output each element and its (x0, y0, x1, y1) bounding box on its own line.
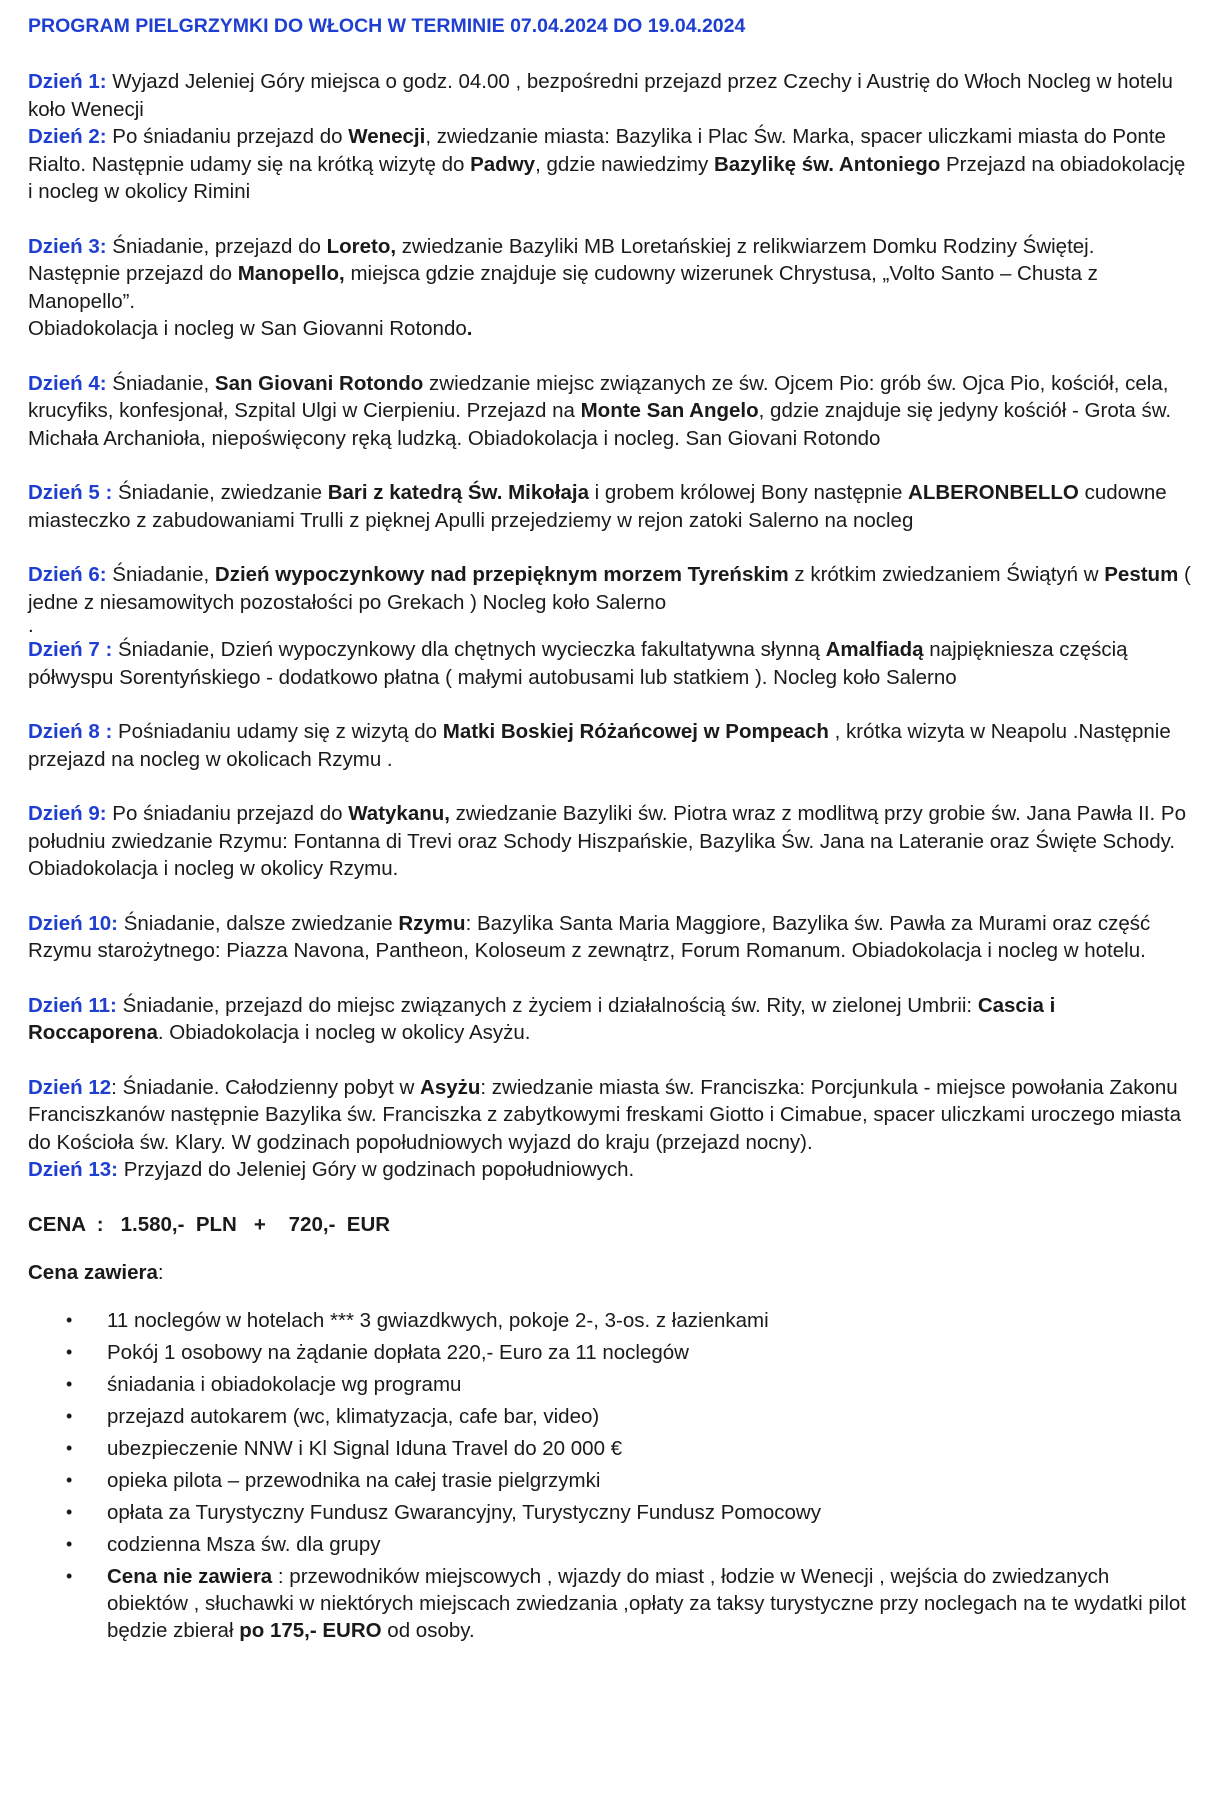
day-8-pompei: Matki Boskiej Różańcowej w Pompeach (442, 720, 829, 743)
day-11 (28, 992, 1191, 1047)
includes-heading (28, 1259, 1191, 1287)
day-11-text-2: . Obiadokolacja i nocleg w okolicy Asyżu. (157, 1021, 531, 1044)
day-3-text: Śniadanie, przejazd do (106, 234, 327, 258)
day-10-text-2: : Bazylika Santa Maria Maggiore, Bazylika św. Pawła za Murami oraz część Rzymu starożytnego: Piazza Navona, Pantheon, Koloseum z zewnątrz, Forum Romanum. Obiadokolacja i nocleg w hotelu. (28, 911, 1151, 962)
day-12-text: : Śniadanie. Całodzienny pobyt w (111, 1075, 421, 1099)
day-6-text-2: z krótkim zwiedzaniem Świątyń w (788, 563, 1105, 586)
list-item: • przejazd autokarem (wc, klimatyzacja, cafe bar, video) (28, 1403, 1191, 1430)
day-2-text-3: , gdzie nawiedzimy (535, 152, 714, 176)
includes-heading-colon: : (157, 1260, 164, 1284)
day-4-text: Śniadanie, (106, 371, 215, 395)
excludes-amount: po 175,- EURO (239, 1618, 382, 1642)
list-item: • opłata za Turystyczny Fundusz Gwarancyjny, Turystyczny Fundusz Pomocowy (28, 1499, 1191, 1526)
day-4 (28, 370, 1191, 453)
day-7-text-2: najpiękniesza częścią półwyspu Sorentyńskiego - dodatkowo płatna ( małymi autobusami lub statkiem ). Nocleg koło Salerno (28, 638, 1128, 689)
day-6-text: Śniadanie, (106, 563, 215, 586)
day-12-assisi: Asyżu (420, 1075, 481, 1099)
price-line: CENA : 1.580,- PLN + 720,- EUR (28, 1212, 391, 1236)
day-10-text: Śniadanie, dalsze zwiedzanie (118, 911, 399, 935)
day-11-text: Śniadanie, przejazd do miejsc związanych z życiem i działalnością św. Rity, w zielonej Umbrii: (116, 993, 978, 1017)
day-5-text-3: cudowne miasteczko z zabudowaniami Trulli z pięknej Apulli przejedziemy w rejon zatoki Salerno na nocleg (28, 481, 1167, 532)
day-9-vatican: Watykanu, (348, 802, 450, 825)
day-12 (28, 1074, 1191, 1157)
day-1 (28, 68, 1191, 123)
day-8-text-2: , krótka wizyta w Neapolu .Następnie przejazd na nocleg w okolicach Rzymu . (28, 720, 1171, 771)
day-8-text: Pośniadaniu udamy się z wizytą do (112, 720, 443, 743)
day-3-text-3: miejsca gdzie znajduje się cudowny wizerunek Chrystusa, „Volto Santo – Chusta z Manopello”. (28, 262, 1098, 313)
excludes-text-2: od osoby. (381, 1618, 475, 1642)
day-5-text: Śniadanie, zwiedzanie (112, 481, 328, 504)
list-item: • 11 noclegów w hotelach *** 3 gwiazdkwych, pokoje 2-, 3-os. z łazienkami (28, 1307, 1191, 1334)
day-3-text-2: zwiedzanie Bazyliki MB Loretańskiej z relikwiarzem Domku Rodziny Świętej. Następnie przejazd do (28, 234, 1095, 285)
day-9-label: Dzień 9: (28, 802, 107, 825)
day-13 (28, 1156, 1191, 1184)
excludes-item (28, 1563, 1191, 1644)
day-4-sgr: San Giovani Rotondo (214, 371, 424, 395)
day-5-alberobello: ALBERONBELLO (908, 481, 1079, 504)
day-7-text: Śniadanie, Dzień wypoczynkowy dla chętnych wycieczka fakultatywna słynną (112, 638, 826, 661)
day-11-label: Dzień 11: (28, 993, 117, 1017)
list-item: • opieka pilota – przewodnika na całej trasie pielgrzymki (28, 1467, 1191, 1494)
day-6 (28, 561, 1191, 616)
day-13-label: Dzień 13: (28, 1158, 118, 1181)
day-4-text-3: , gdzie znajduje się jedyny kościół - Grota św. Michała Archanioła, niepoświęcony ręką ludzką. Obiadokolacja i nocleg. San Giovani Rotondo (28, 399, 1172, 450)
list-item: • śniadania i obiadokolacje wg programu (28, 1371, 1191, 1398)
day-5 (28, 479, 1191, 534)
day-3-manopello: Manopello, (237, 262, 345, 285)
day-3-label: Dzień 3: (28, 234, 107, 258)
day-5-text-2: i grobem królowej Bony następnie (588, 481, 909, 504)
list-item: • Pokój 1 osobowy na żądanie dopłata 220,- Euro za 11 noclegów (28, 1339, 1191, 1366)
day-2-venice: Wenecji (348, 125, 426, 148)
day-4-monte: Monte San Angelo (580, 399, 759, 422)
day-9-text: Po śniadaniu przejazd do (106, 802, 349, 825)
day-5-label: Dzień 5 : (28, 481, 113, 504)
list-item: • ubezpieczenie NNW i Kl Signal Iduna Travel do 20 000 € (28, 1435, 1191, 1462)
day-1-text: Wyjazd Jeleniej Góry miejsca o godz. 04.00 , bezpośredni przejazd przez Czechy i Austrię do Włoch Nocleg w hotelu koło Wenecji (28, 70, 1173, 121)
day-7-label: Dzień 7 : (28, 638, 113, 661)
list-item: • codzienna Msza św. dla grupy (28, 1531, 1191, 1558)
includes-heading-label: Cena zawiera (28, 1260, 158, 1284)
day-6-label: Dzień 6: (28, 563, 107, 586)
day-2-text-4: Przejazd na obiadokolację i nocleg w okolicy Rimini (28, 152, 1186, 203)
day-10-rome: Rzymu (398, 911, 466, 935)
excludes-text: : przewodników miejscowych , wjazdy do miast , łodzie w Wenecji , wejścia do zwiedzanych obiektów , słuchawki w niektórych miejscach zwiedzania ,opłaty za taksy turystyczne przy noclegach na te wydatki pilot będzie zbierał (107, 1564, 1187, 1642)
day-9 (28, 800, 1191, 883)
day-12-text-2: : zwiedzanie miasta św. Franciszka: Porcjunkula - miejsce powołania Zakonu Franciszkanów następnie Bazylika św. Franciszka z zabytkowymi freskami Giotto i Cimabue, spacer uliczkami uroczego miasta do Kościoła św. Klary. W godzinach popołudniowych wyjazd do kraju (przejazd nocny). (28, 1075, 1181, 1154)
day-6-text-3: ( jedne z niesamowitych pozostałości po Grekach ) Nocleg koło Salerno (28, 563, 1191, 614)
day-10-label: Dzień 10: (28, 911, 118, 935)
day-10 (28, 910, 1191, 965)
includes-list (28, 1307, 1191, 1644)
day-12-label: Dzień 12 (28, 1075, 112, 1099)
day-2-label: Dzień 2: (28, 125, 107, 148)
page-title: PROGRAM PIELGRZYMKI DO WŁOCH W TERMINIE 07.04.2024 DO 19.04.2024 (28, 15, 746, 37)
excludes-label: Cena nie zawiera (107, 1564, 273, 1588)
day-7-amalfi: Amalfiadą (825, 638, 924, 661)
day-3-period: . (466, 317, 473, 340)
day-2-text-2: , zwiedzanie miasta: Bazylika i Plac Św. Marka, spacer uliczkami miasta do Ponte Rialto. Następnie udamy się na krótką wizytę do (28, 125, 1166, 176)
day-3-text-4: Obiadokolacja i nocleg w San Giovanni Rotondo (28, 317, 467, 340)
day-11-cascia: Cascia i Roccaporena (28, 993, 1056, 1044)
day-6-rest: Dzień wypoczynkowy nad przepięknym morzem Tyreńskim (214, 563, 789, 586)
day-13-text: Przyjazd do Jeleniej Góry w godzinach popołudniowych. (118, 1158, 635, 1181)
day-7 (28, 636, 1191, 691)
day-4-text-2: zwiedzanie miejsc związanych ze św. Ojcem Pio: grób św. Ojca Pio, kościół, cela, krucyfiks, konfesjonał, Szpital Ulgi w Cierpieniu. Przejazd na (28, 371, 1169, 422)
day-8-label: Dzień 8 : (28, 720, 113, 743)
day-4-label: Dzień 4: (28, 371, 107, 395)
day-3 (28, 233, 1191, 343)
day-2 (28, 123, 1191, 206)
day-6-pestum: Pestum (1104, 563, 1179, 586)
day-2-basilica: Bazylikę św. Antoniego (713, 152, 941, 176)
day-8 (28, 718, 1191, 773)
day-2-text: Po śniadaniu przejazd do (106, 125, 349, 148)
day-3-loreto: Loreto, (326, 234, 397, 258)
day-1-label: Dzień 1: (28, 70, 107, 93)
day-9-text-2: zwiedzanie Bazyliki św. Piotra wraz z modlitwą przy grobie św. Jana Pawła II. Po południu zwiedzanie Rzymu: Fontanna di Trevi oraz Schody Hiszpańskie, Bazylika Św. Jana na Lateranie oraz Święte Schody. Obiadokolacja i nocleg w okolicy Rzymu. (28, 802, 1187, 880)
day-2-padua: Padwy (470, 152, 536, 176)
day-5-bari: Bari z katedrą Św. Mikołaja (327, 481, 589, 504)
stray-dot: . (28, 614, 34, 637)
